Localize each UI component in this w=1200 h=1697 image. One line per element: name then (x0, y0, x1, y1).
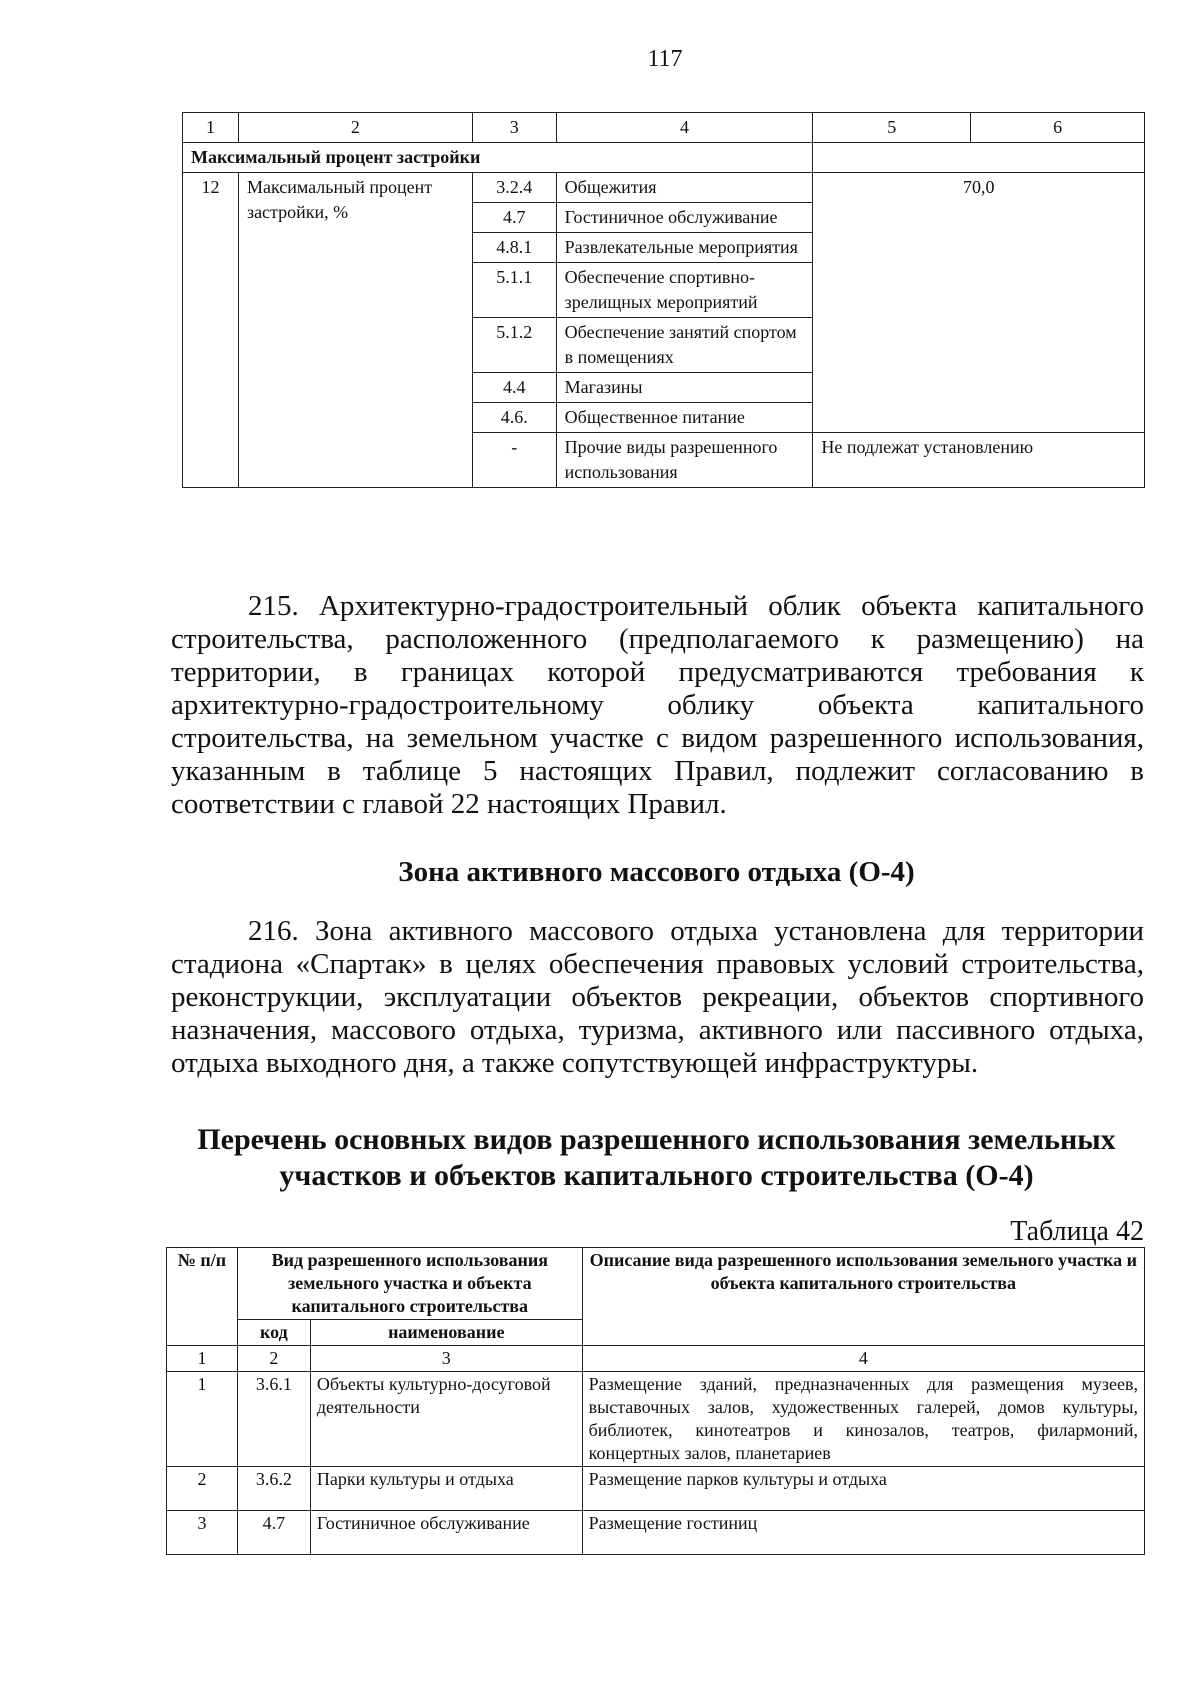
header-number: № п/п (167, 1248, 238, 1346)
header-use: Вид разрешенного использования земельного участка и объекта капитального строительства (237, 1248, 582, 1320)
header-name: наименование (310, 1320, 582, 1346)
column-number: 1 (167, 1346, 238, 1372)
use-code: 3.6.1 (237, 1372, 310, 1467)
use-code: 5.1.2 (472, 318, 556, 373)
use-name: Парки культуры и отдыха (310, 1467, 582, 1511)
use-description: Размещение гостиниц (582, 1511, 1144, 1555)
use-code: 3.2.4 (472, 173, 556, 203)
coverage-value: Не подлежат установлению (813, 433, 1145, 488)
section-title-row (183, 143, 1145, 173)
column-number: 3 (472, 113, 556, 143)
column-number: 5 (813, 113, 971, 143)
permitted-uses-table (166, 1247, 1145, 1555)
table-row (183, 173, 1145, 203)
use-description: Размещение парков культуры и отдыха (582, 1467, 1144, 1511)
use-name: Обеспечение спортивно-зрелищных мероприятий (556, 263, 813, 318)
column-number-row (183, 113, 1145, 143)
use-code: 4.8.1 (472, 233, 556, 263)
zone-heading: Зона активного массового отдыха (О-4) (398, 856, 915, 888)
use-name: Развлекательные мероприятия (556, 233, 813, 263)
column-number: 3 (310, 1346, 582, 1372)
column-number: 4 (556, 113, 813, 143)
column-number: 2 (237, 1346, 310, 1372)
column-number: 1 (183, 113, 239, 143)
table-row (167, 1372, 1145, 1467)
empty-cell (813, 143, 1145, 173)
use-name: Объекты культурно-досуговой деятельности (310, 1372, 582, 1467)
use-code: 5.1.1 (472, 263, 556, 318)
use-name: Общежития (556, 173, 813, 203)
section-title: Максимальный процент застройки (183, 143, 813, 173)
use-code: 4.6. (472, 403, 556, 433)
use-name: Гостиничное обслуживание (556, 203, 813, 233)
use-name: Магазины (556, 373, 813, 403)
use-description: Размещение зданий, предназначенных для размещения музеев, выставочных залов, художественных галерей, домов культуры, библиотек, кинотеатров и кинозалов, театров, филармоний, концертных залов, планетариев (582, 1372, 1144, 1467)
header-row (167, 1248, 1145, 1320)
table-row (167, 1511, 1145, 1555)
header-description: Описание вида разрешенного использования земельного участка и объекта капитального строительства (582, 1248, 1144, 1346)
use-code: 4.7 (237, 1511, 310, 1555)
row-number: 3 (167, 1511, 238, 1555)
list-heading-line: участков и объектов капитального строительства (О-4) (279, 1159, 1034, 1192)
coverage-value: 70,0 (813, 173, 1145, 433)
column-number: 4 (582, 1346, 1144, 1372)
table-row (167, 1467, 1145, 1511)
paragraph-216: 216. Зона активного массового отдыха установлена для территории стадиона «Спартак» в целях обеспечения правовых условий строительства, реконструкции, эксплуатации объектов рекреации, объектов спортивного назначения, массового отдыха, туризма, активного или пассивного отдыха, отдыха выходного дня, а также сопутствующей инфраструктуры. (171, 915, 1144, 1079)
column-number: 6 (971, 113, 1145, 143)
use-code: 3.6.2 (237, 1467, 310, 1511)
column-number: 2 (238, 113, 472, 143)
use-code: 4.4 (472, 373, 556, 403)
parameter-name: Максимальный процент застройки, % (238, 173, 472, 488)
use-name: Общественное питание (556, 403, 813, 433)
row-number: 12 (183, 173, 239, 488)
row-number: 2 (167, 1467, 238, 1511)
list-heading (170, 1122, 1143, 1194)
row-number: 1 (167, 1372, 238, 1467)
use-name: Гостиничное обслуживание (310, 1511, 582, 1555)
page-number: 117 (647, 46, 683, 72)
table-caption: Таблица 42 (1010, 1216, 1144, 1247)
header-code: код (237, 1320, 310, 1346)
use-name: Прочие виды разрешенного использования (556, 433, 813, 488)
use-code: 4.7 (472, 203, 556, 233)
column-number-row (167, 1346, 1145, 1372)
use-code: - (472, 433, 556, 488)
max-coverage-table (182, 112, 1145, 488)
list-heading-line: Перечень основных видов разрешенного использования земельных (197, 1123, 1116, 1156)
paragraph-215: 215. Архитектурно-градостроительный облик объекта капитального строительства, расположенного (предполагаемого к размещению) на территории, в границах которой предусматриваются требования к архитектурно-градостроительному облику объекта капитального строительства, на земельном участке с видом разрешенного использования, указанным в таблице 5 настоящих Правил, подлежит согласованию в соответствии с главой 22 настоящих Правил. (171, 590, 1144, 820)
use-name: Обеспечение занятий спортом в помещениях (556, 318, 813, 373)
